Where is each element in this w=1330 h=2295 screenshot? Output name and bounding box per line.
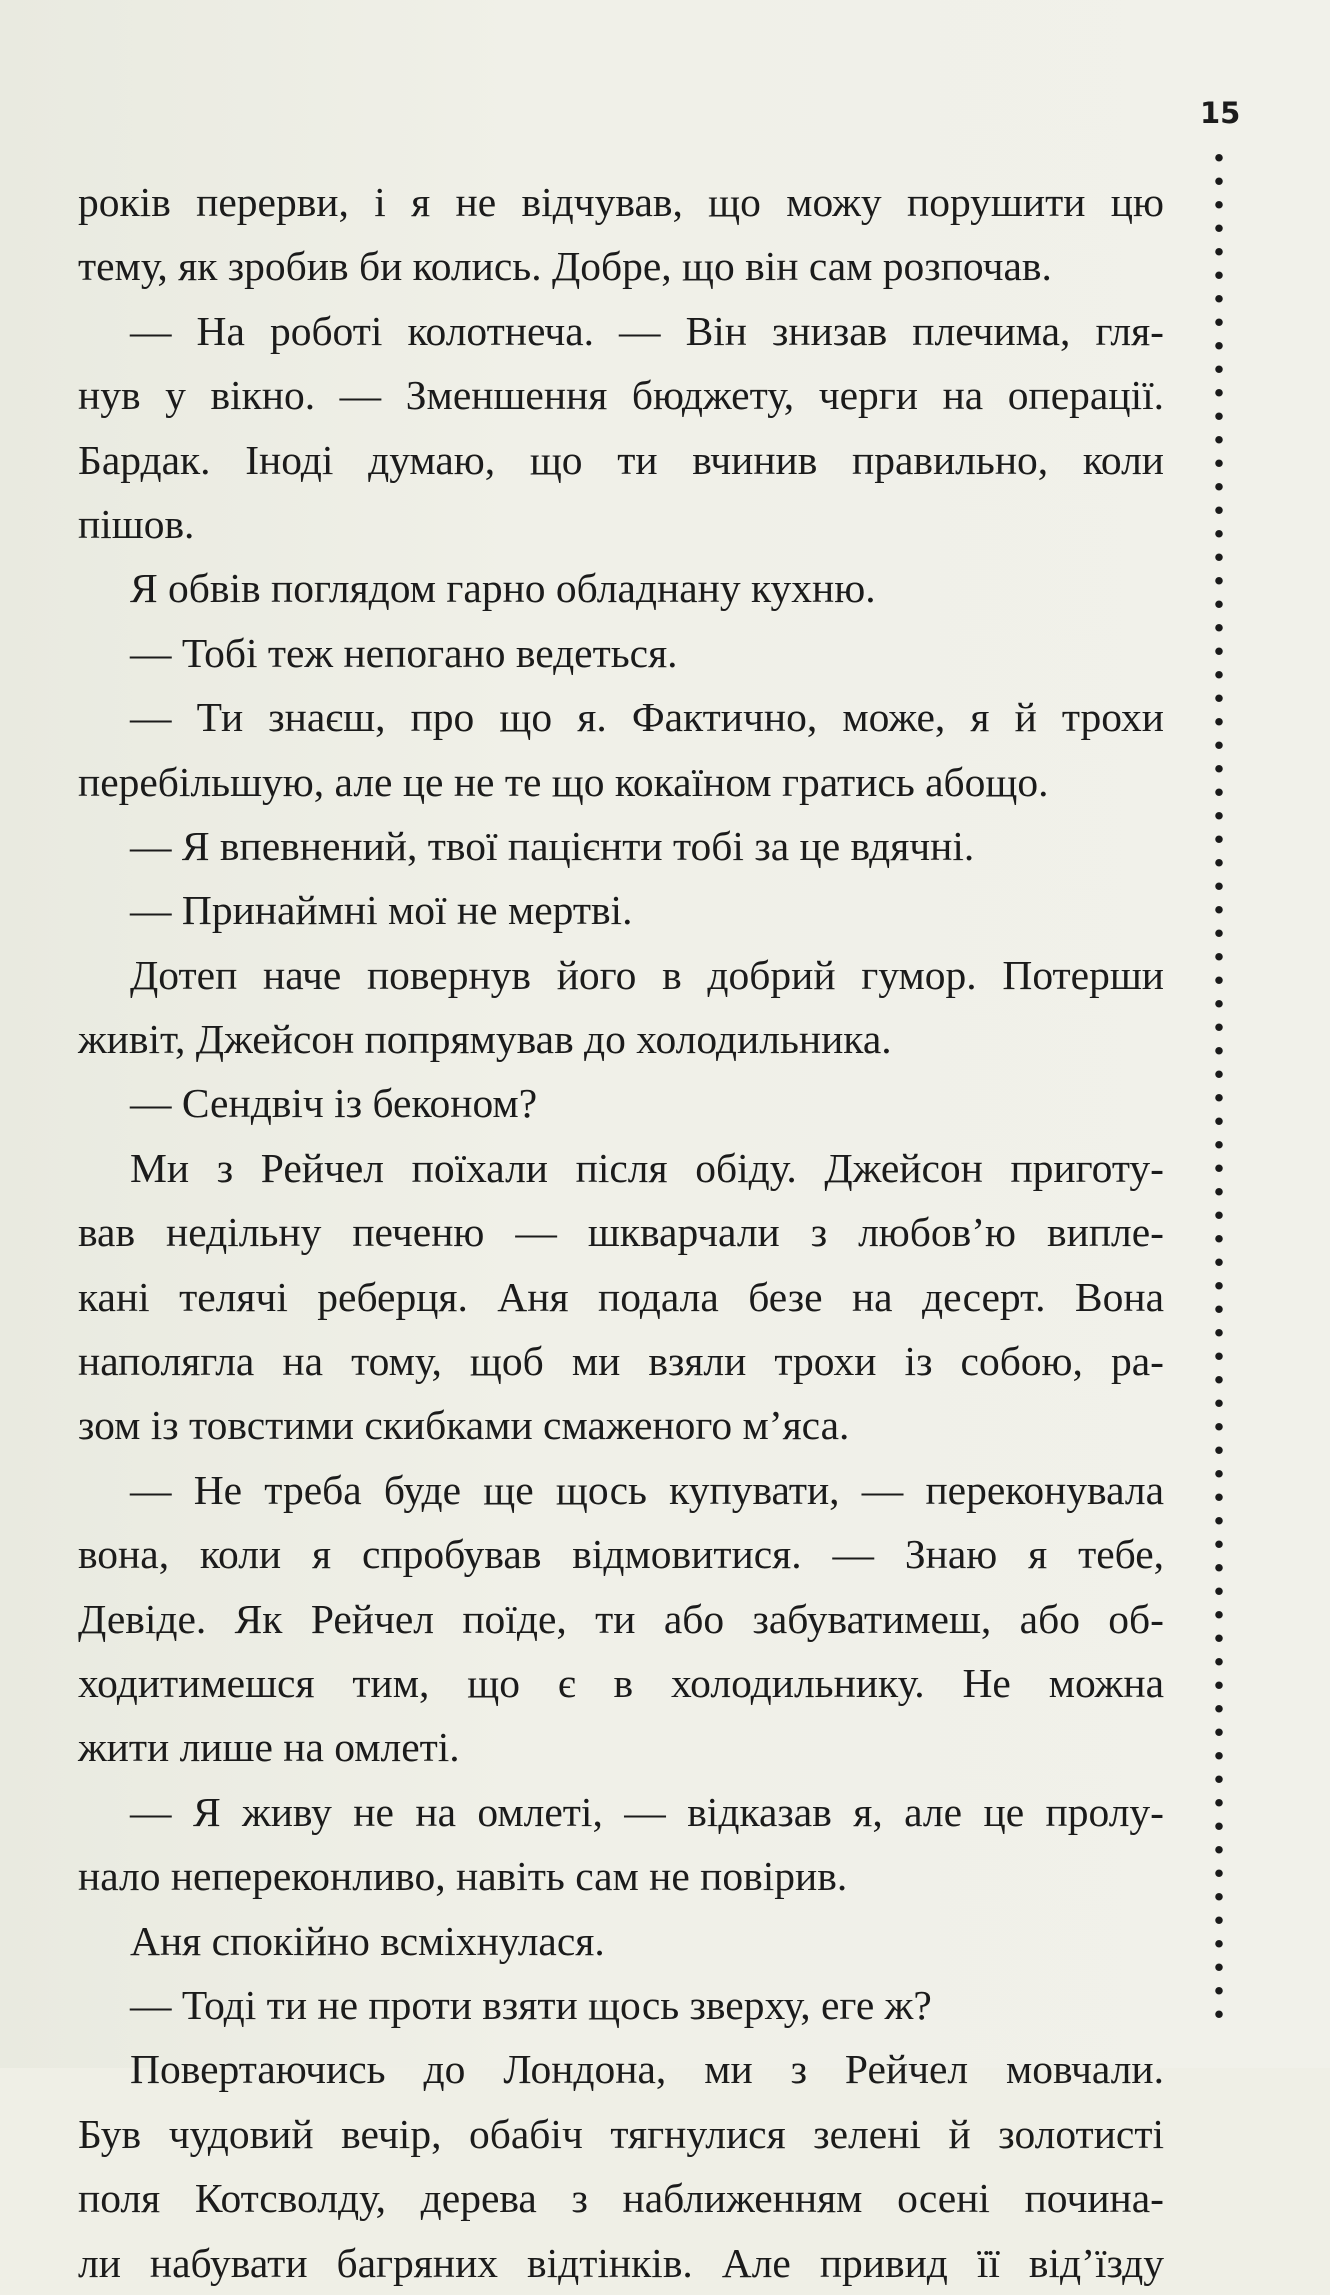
text-line: Ми з Рейчел поїхали після обіду. Джейсон приготу-	[130, 1144, 1164, 1191]
text-line: перебільшую, але це не те що кокаїном гратись абощо.	[78, 758, 1049, 805]
text-line: — Принаймні мої не мертві.	[130, 887, 633, 934]
page-number: 15	[1200, 96, 1241, 130]
text-line: ли набувати багряних відтінків. Але привид її від’їзду	[78, 2239, 1164, 2286]
text-line: вона, коли я спробував відмовитися. — Знаю я тебе,	[78, 1531, 1164, 1578]
text-line: Я обвів поглядом гарно обладнану кухню.	[130, 565, 876, 612]
text-line: Бардак. Іноді думаю, що ти вчинив правильно, коли	[78, 436, 1164, 483]
text-line: Повертаючись до Лондона, ми з Рейчел мовчали.	[130, 2046, 1164, 2093]
text-line: кані телячі реберця. Аня подала безе на десерт. Вона	[78, 1273, 1164, 1320]
text-line: — Не треба буде ще щось купувати, — переконувала	[130, 1466, 1164, 1513]
text-line: Дотеп наче повернув його в добрий гумор. Потерши	[130, 951, 1164, 998]
text-line: зом із товстими скибками смаженого м’яса.	[78, 1402, 850, 1449]
text-line: живіт, Джейсон попрямував до холодильника.	[78, 1016, 892, 1063]
text-line: нув у вікно. — Зменшення бюджету, черги на операції.	[78, 372, 1164, 419]
dotted-margin-rule	[1212, 146, 1226, 2026]
text-line: — Ти знаєш, про що я. Фактично, може, я й трохи	[130, 694, 1164, 741]
text-line: Був чудовий вечір, обабіч тягнулися зелені й золотисті	[78, 2110, 1164, 2157]
text-line: Девіде. Як Рейчел поїде, ти або забуватимеш, або об-	[78, 1595, 1164, 1642]
text-line: вав недільну печеню — шкварчали з любов’ю випле-	[78, 1209, 1164, 1256]
text-line: ходитимешся тим, що є в холодильнику. Не можна	[78, 1659, 1164, 1706]
body-text	[78, 170, 1164, 2295]
text-line: пішов.	[78, 500, 195, 547]
text-line: — Я впевнений, твої пацієнти тобі за це вдячні.	[130, 822, 975, 869]
text-line: жити лише на омлеті.	[78, 1724, 460, 1771]
text-line: років перерви, і я не відчував, що можу порушити цю	[78, 179, 1164, 225]
text-line: Аня спокійно всміхнулася.	[130, 1917, 605, 1964]
text-line: нало непереконливо, навіть сам не повірив.	[78, 1853, 848, 1900]
text-line: наполягла на тому, щоб ми взяли трохи із собою, ра-	[78, 1338, 1164, 1385]
text-line: — Тобі теж непогано ведеться.	[130, 629, 678, 676]
text-line: — Я живу не на омлеті, — відказав я, але це пролу-	[130, 1788, 1164, 1835]
text-line: поля Котсволду, дерева з наближенням осені почина-	[78, 2175, 1164, 2222]
text-line: — Тоді ти не проти взяти щось зверху, еге ж?	[130, 1981, 932, 2028]
text-line: тему, як зробив би колись. Добре, що він сам розпочав.	[78, 243, 1052, 290]
text-line: — На роботі колотнеча. — Він знизав плечима, гля-	[130, 307, 1164, 354]
text-line: — Сендвіч із беконом?	[130, 1080, 538, 1127]
